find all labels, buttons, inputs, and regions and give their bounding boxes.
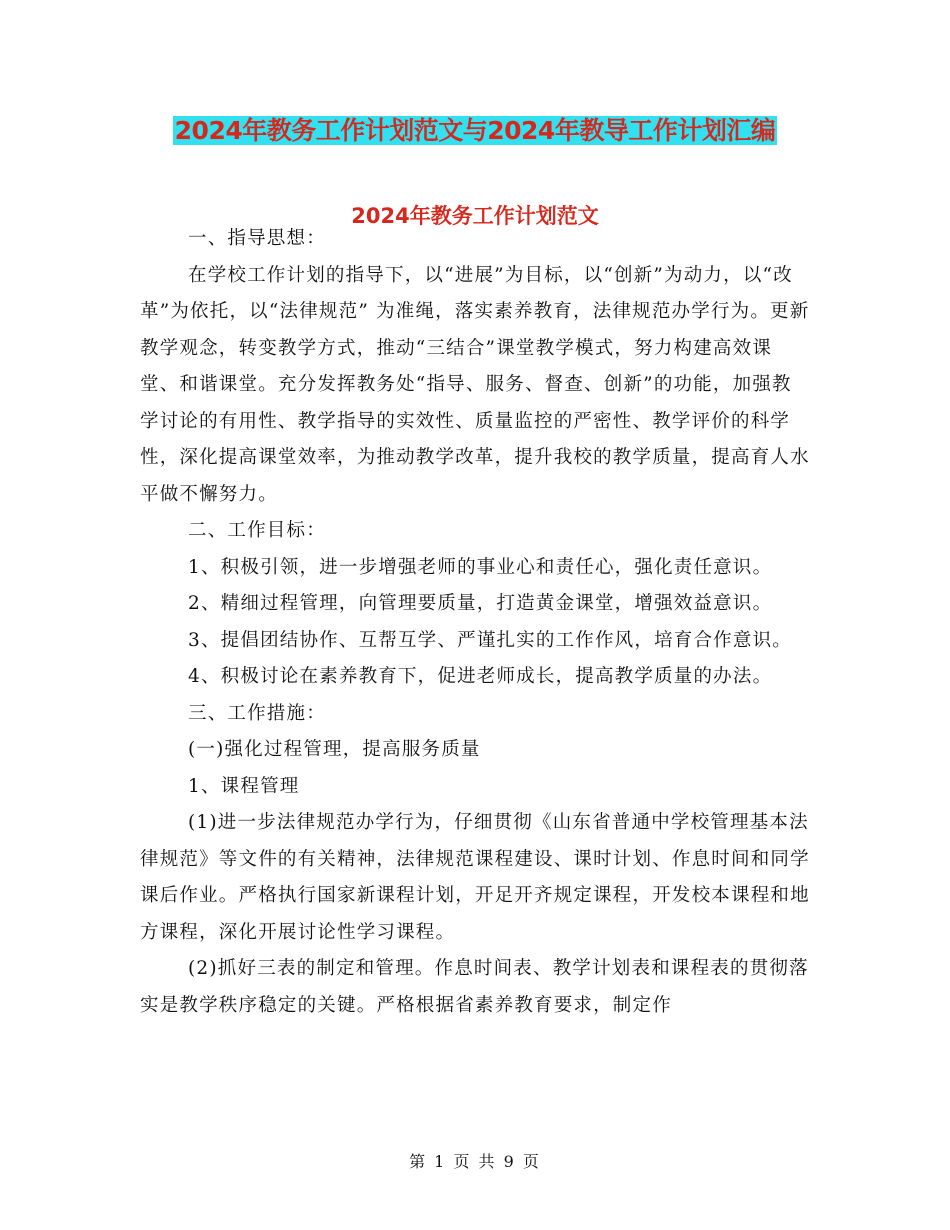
main-title	[0, 113, 950, 149]
item-heading: 1、课程管理	[188, 775, 300, 797]
page-footer: 第 1 页 共 9 页	[409, 1152, 541, 1171]
section-heading: 一、指导思想：	[188, 228, 326, 249]
main-title-text: 2024年教务工作计划范文与2024年教导工作计划汇编	[174, 116, 776, 145]
paragraph: (2)抓好三表的制定和管理。作息时间表、教学计划表和课程表的贯彻落实是教学秩序稳定的关键。严格根据省素养教育要求，制定作	[140, 958, 809, 1016]
sub-title: 2024年教务工作计划范文	[351, 204, 599, 228]
list-item: 2、精细过程管理，向管理要质量，打造黄金课堂，增强效益意识。	[188, 593, 773, 614]
list-item: 1、积极引领，进一步增强老师的事业心和责任心，强化责任意识。	[188, 556, 773, 578]
paragraph: 在学校工作计划的指导下，以“进展”为目标，以“创新”为动力，以“改革”为依托，以“法律规范” 为准绳，落实素养教育，法律规范办学行为。更新教学观念，转变教学方式，推动“三结合”课堂教学模式，努力构建高效课堂、和谐课堂。充分发挥教务处“指导、服务、督查、创新”的功能，加强教学讨论的有用性、教学指导的实效性、质量监控的严密性、教学评价的科学性，深化提高课堂效率，为推动教学改革，提升我校的教学质量，提高育人水平做不懈努力。	[140, 264, 810, 505]
section-heading: 二、工作目标：	[188, 520, 326, 541]
subsection-heading: (一)强化过程管理，提高服务质量	[188, 739, 481, 760]
section-heading: 三、工作措施：	[188, 702, 326, 724]
list-item: 3、提倡团结协作、互帮互学、严谨扎实的工作作风，培育合作意识。	[188, 629, 792, 651]
list-item: 4、积极讨论在素养教育下，促进老师成长，提高教学质量的办法。	[188, 666, 773, 687]
document-body	[140, 221, 810, 1024]
paragraph: (1)进一步法律规范办学行为，仔细贯彻《山东省普通中学校管理基本法律规范》等文件的有关精神，法律规范课程建设、课时计划、作息时间和同学课后作业。严格执行国家新课程计划，开足开齐规定课程，开发校本课程和地方课程，深化开展讨论性学习课程。	[140, 812, 810, 943]
